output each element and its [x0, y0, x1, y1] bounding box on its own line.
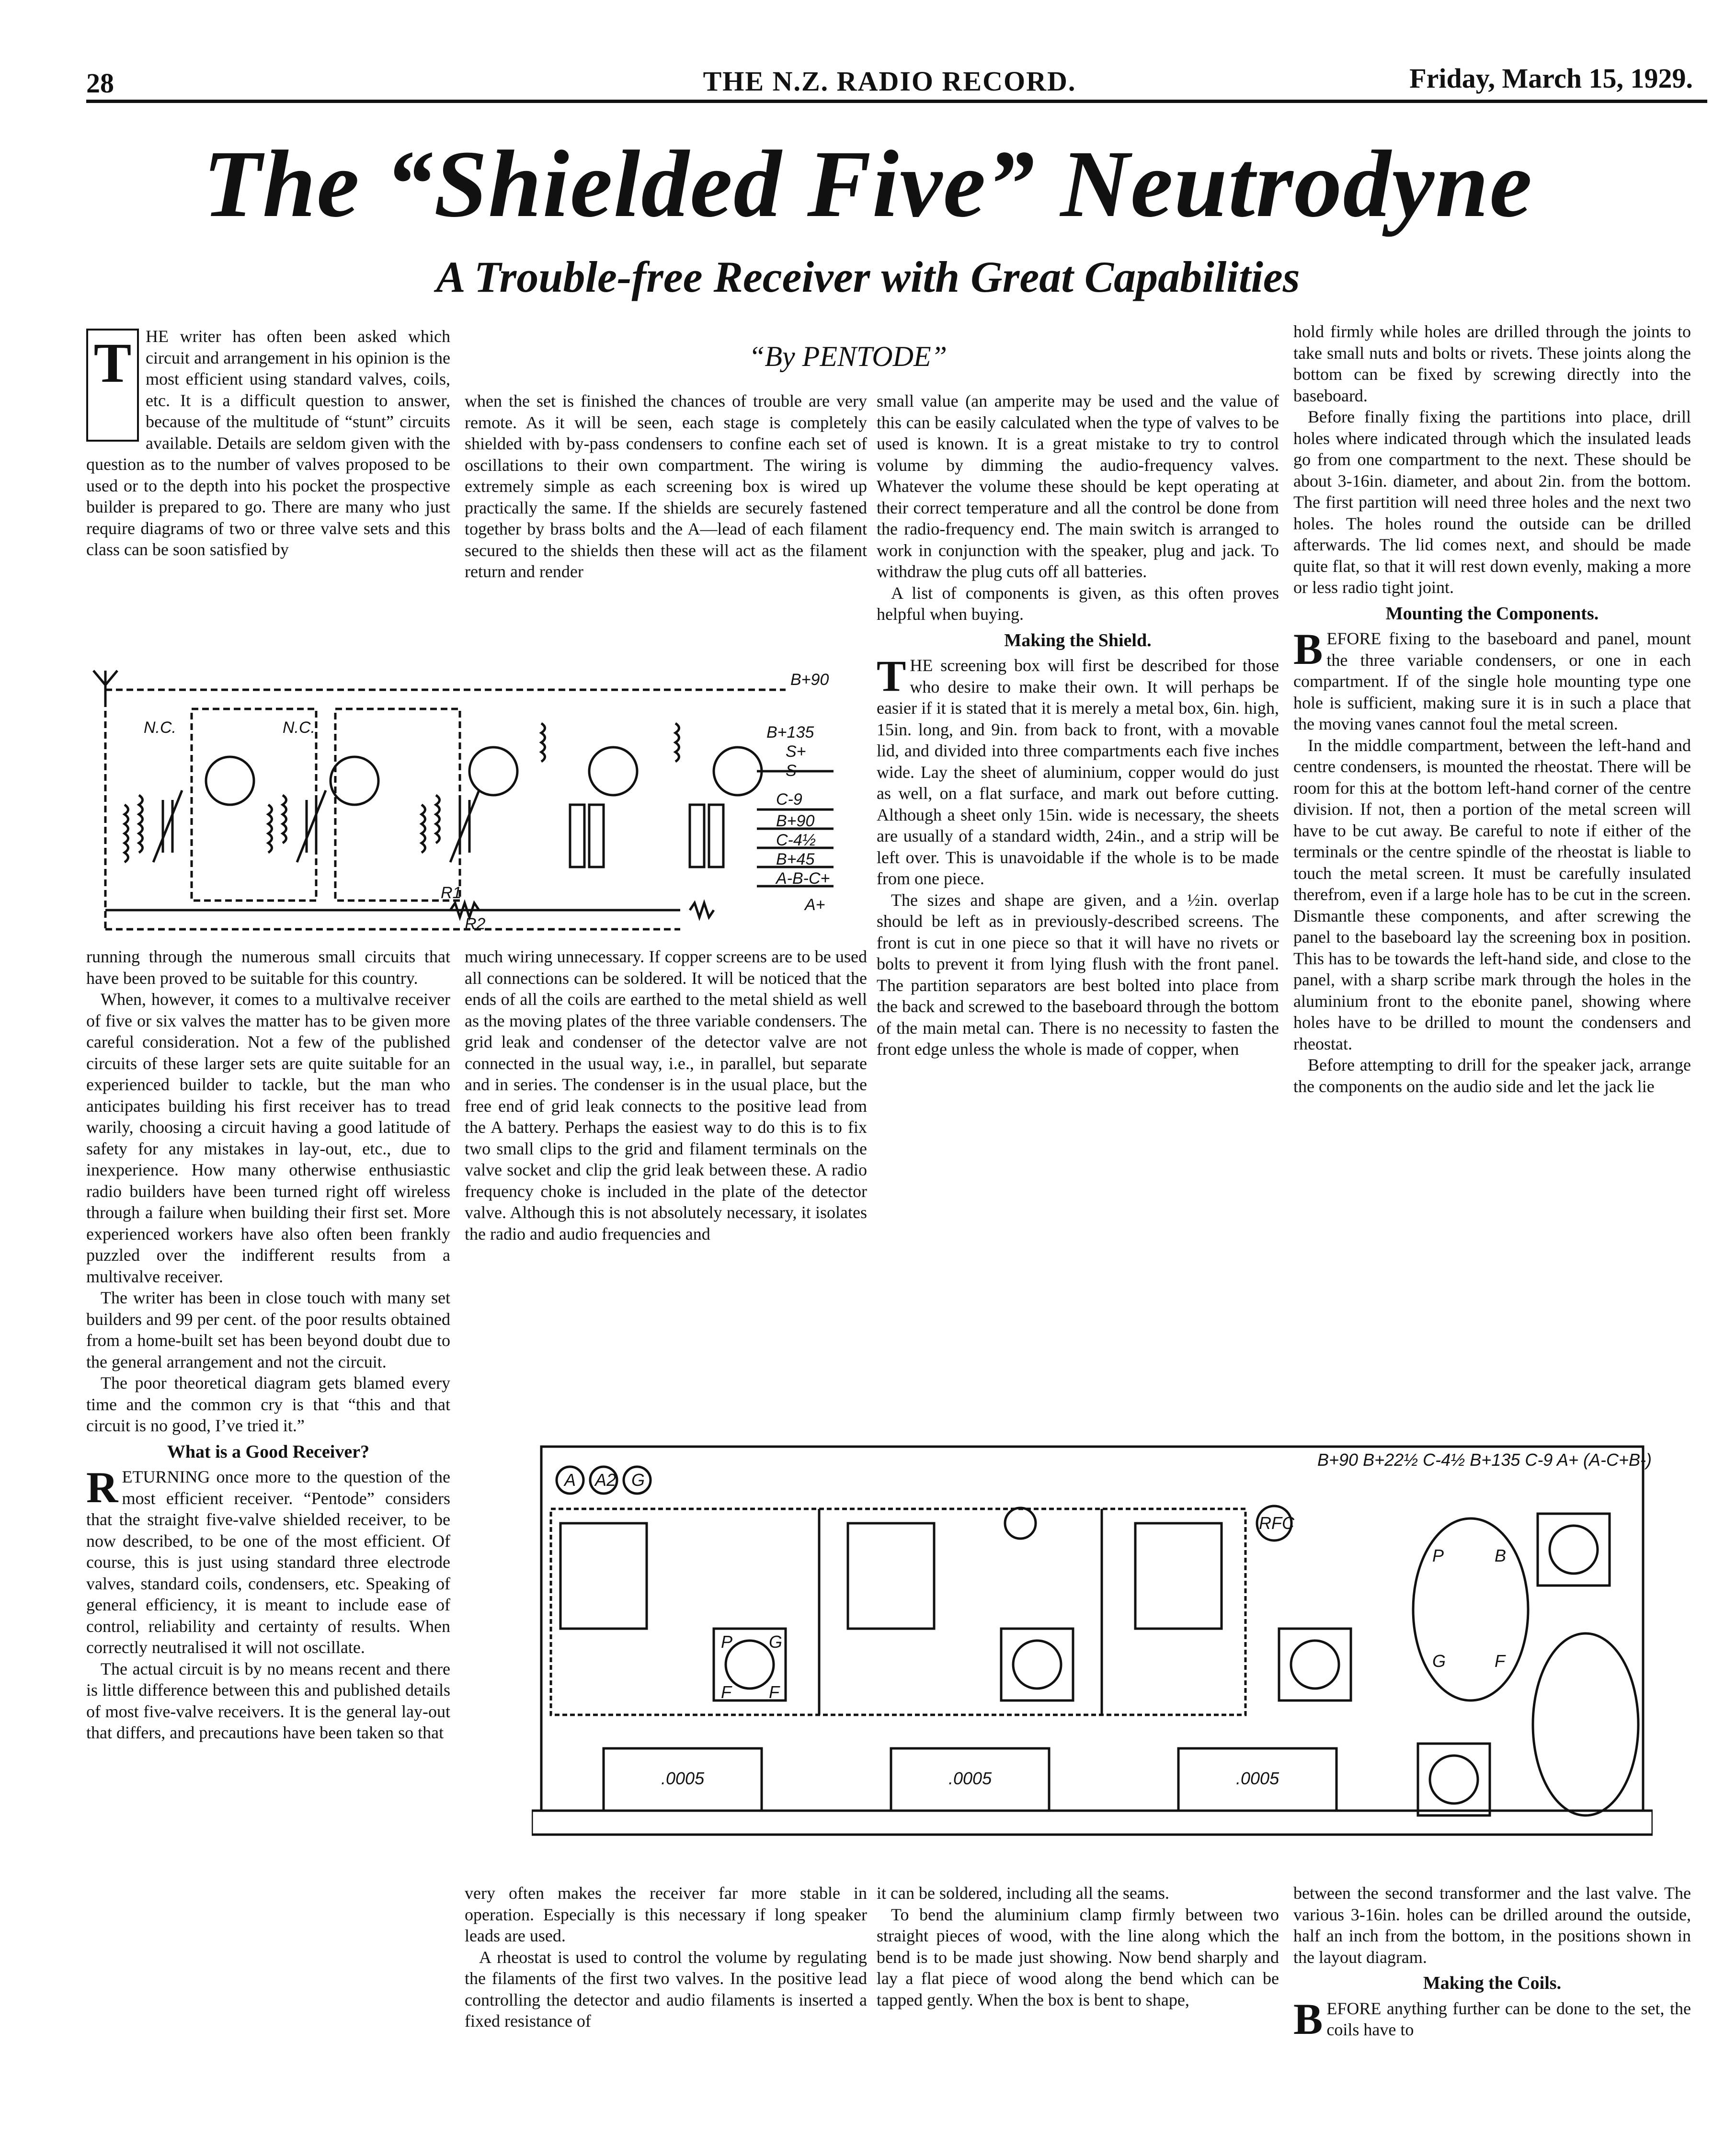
paragraph: To bend the aluminium clamp firmly between two straight pieces of wood, with the line along which the bend is to be made just showing. Now bend sharply and lay a flat piece of wood along the bend which can be tapped gently. When the box is bent to shape,	[877, 1905, 1279, 2009]
socket-pin-label: P	[721, 1632, 733, 1652]
paragraph: BEFORE fixing to the baseboard and panel, mount the three variable condensers, or one in each compartment. If of the single hole mounting type one hole is sufficient, making sure it is in such a place that the moving vanes cannot foul the metal screen.	[1293, 625, 1691, 733]
antenna-icon	[93, 671, 117, 704]
valve-icon	[206, 757, 254, 805]
transformer-pin-label: B	[1495, 1546, 1507, 1565]
valve-socket-icon	[1279, 1629, 1351, 1700]
paragraph: The poor theoretical diagram gets blamed every time and the common cry is that “this and that circuit is no good, I’ve tried it.”	[86, 1373, 450, 1435]
paragraph: hold firmly while holes are drilled through the joints to take small nuts and bolts or rivets. These joints along the bottom can be fixed by screwing directly into the baseboard.	[1293, 322, 1691, 405]
valve-icon	[714, 747, 762, 795]
column-3	[877, 390, 1279, 1060]
socket-pin-label: F	[721, 1682, 731, 1702]
coil-icon	[125, 795, 143, 862]
circuit-label: R1	[441, 884, 462, 902]
valve-socket-icon	[1538, 1514, 1610, 1586]
resistor-icon	[690, 903, 714, 917]
column-2-bottom	[465, 1883, 867, 2032]
valve-icon	[331, 757, 378, 805]
circuit-label: S-	[786, 762, 802, 780]
article-title: The “Shielded Five” Neutrodyne	[203, 131, 1533, 237]
paragraph: The sizes and shape are given, and a ½in. overlap should be left as in previously-described screens. The front is cut in one piece so that it will have no rivets or bolts to prevent it from lying flush with the front panel. The partition separators are best bolted into place from the back and screwed to the baseboard through the bottom of the main metal can. There is no necessity to fasten the front edge unless the whole is made of copper, when	[877, 890, 1279, 1059]
coil-icon	[422, 795, 440, 853]
condenser-label: .0005	[948, 1768, 992, 1788]
column-3-bottom	[877, 1883, 1279, 2010]
section-heading: Making the Shield.	[1004, 630, 1152, 650]
transformer-pin-label: F	[1495, 1651, 1505, 1671]
socket-pin-label: F	[769, 1682, 779, 1702]
paragraph: In the middle compartment, between the left-hand and centre condensers, is mounted the rheostat. There will be room for this at the bottom left-hand corner of the centre division. If not, then a portion of the metal screen will have to be cut away. Be careful to note if either of the terminals or the centre spindle of the rheostat is liable to touch the metal screen. It must be carefully insulated therefrom, even if a large hole has to be cut in the screen. Dismantle these components, and after screwing the panel to the baseboard lay the screening box in position. This has to be towards the left-hand side, and close to the panel, with a sharp scribe mark through the holes in the aluminium front to the ebonite panel, showing where holes have to be drilled to mount the condensers and rheostat.	[1293, 735, 1691, 1053]
coil-icon	[1135, 1523, 1222, 1629]
paragraph: RETURNING once more to the question of the most efficient receiver. “Pentode” considers that the straight five-valve shielded receiver, to be now described, to be one of the most efficient. Of course, this is just using standard three electrode valves, standard coils, condensers, etc. Speaking of general efficiency, it is meant to include ease of control, reliability and certainty of results. When correctly neutralised it will not oscillate.	[86, 1463, 450, 1657]
condenser-label: .0005	[661, 1768, 705, 1788]
paragraph: very often makes the receiver far more stable in operation. Especially is this necessary if long speaker leads are used.	[465, 1883, 867, 1945]
paragraph: Before attempting to drill for the speaker jack, arrange the components on the audio side and let the jack lie	[1293, 1055, 1691, 1096]
drop-cap: T	[86, 329, 139, 442]
valve-socket-icon	[1418, 1744, 1490, 1815]
variable-condenser-icon	[297, 790, 326, 862]
transformer-icon	[1413, 1518, 1528, 1700]
byline: “By PENTODE”	[749, 341, 947, 372]
masthead: THE N.Z. RADIO RECORD.	[703, 66, 1076, 97]
coil-icon	[560, 1523, 647, 1629]
transformer-icon	[570, 805, 604, 867]
valve-icon	[469, 747, 517, 795]
paragraph: When, however, it comes to a multivalve receiver of five or six valves the matter has to be given more careful consideration. Not a few of the published circuits of these larger sets are quite suitable for an experienced builder to tackle, but the man who anticipates building his first receiver has to tread warily, choosing a circuit having a good latitude of safety for any mistakes in lay-out, etc., due to inexperience. How many otherwise enthusiastic radio builders have been turned right off wireless through a failure when building their first set. More experienced workers have also often been frankly puzzled over the indifferent results from a multivalve receiver.	[86, 990, 450, 1286]
paragraph: T HE writer has often been asked which circuit and arrangement in his opinion is the most efficient using standard valves, coils, etc. It is a difficult question to answer, because of the multitude of “stunt” circuits available. Details are seldom given with the question as to the number of valves proposed to be used or to the depth into his pocket the prospective builder is prepared to go. There are many who just require diagrams of two or three valve sets and this class can be soon satisfied by	[86, 327, 450, 559]
coil-icon	[541, 723, 679, 762]
transformer-icon	[1533, 1633, 1638, 1815]
column-1-bottom	[86, 946, 450, 1744]
transformer-icon	[690, 805, 723, 867]
paragraph: A rheostat is used to control the volume by regulating the filaments of the first two valves. In the positive lead controlling the detector and audio filaments is inserted a fixed resistance of	[465, 1947, 867, 2031]
circuit-label: C-4½	[776, 831, 816, 849]
column-2-top	[465, 390, 867, 582]
paragraph: small value (an amperite may be used and the value of this can be easily calculated when the type of valves to be used is known. It is a great mistake to try to control volume by dimming the audio-frequency valves. Whatever the volume these should be kept operating at their correct temperature and all the control be done from the radio-frequency end. The main switch is arranged to work in conjunction with the speaker, plug and jack. To withdraw the plug cuts off all batteries.	[877, 391, 1279, 581]
circuit-label: C-9	[776, 790, 802, 809]
panel-terminal-label: G	[631, 1470, 645, 1490]
panel-terminal-label: A2	[595, 1470, 617, 1490]
socket-pin-label: G	[769, 1632, 783, 1652]
paragraph: when the set is finished the chances of trouble are very remote. As it will be seen, each stage is completely shielded with by-pass condensers to confine each set of oscillations to their own compartment. The wiring is extremely simple as each screening box is wired up practically the same. If the shields are securely fastened together by brass bolts and the A—lead of each filament secured to the shields then these will act as the filament return and render	[465, 391, 867, 581]
paragraph: Before finally fixing the partitions into place, drill holes where indicated through which the insulated leads go from one compartment to the next. These should be about 3-16in. diameter, and about 2in. from the bottom. The first partition will need three holes and the next two holes. The holes round the outside can be drilled afterwards. The lid comes next, and should be made quite flat, so that it will rest down evenly, making a more or less radio tight joint.	[1293, 407, 1691, 597]
paragraph: THE screening box will first be described for those who desire to make their own. It will perhaps be easier if it is stated that it is merely a metal box, 6in. high, 15in. long, and 9in. from back to front, with a movable lid, and divided into three compartments each five inches wide. Lay the sheet of aluminium, copper would do just as well, on a flat surface, and mark out before cutting. Although a sheet only 15in. wide is necessary, the sheets are usually of a standard width, 24in., and a strip will be left over. This is unavoidable if the whole is to be made from one piece.	[877, 651, 1279, 888]
valve-icon	[589, 747, 637, 795]
column-4	[1293, 321, 1691, 1097]
circuit-label: B+135	[766, 723, 814, 742]
circuit-label: N.C.	[283, 719, 315, 737]
coil-icon	[268, 795, 286, 853]
circuit-label: N.C.	[144, 719, 176, 737]
circuit-diagram	[86, 661, 886, 944]
paragraph: The actual circuit is by no means recent and there is little difference between this and published details of most five-valve receivers. It is the general lay-out that differs, and precautions have been taken so that	[86, 1659, 450, 1742]
variable-condenser-icon	[450, 790, 479, 862]
paragraph: BEFORE anything further can be done to the set, the coils have to	[1293, 1994, 1691, 2043]
section-heading: Making the Coils.	[1423, 1973, 1562, 1993]
panel-terminal-label: A	[564, 1470, 576, 1490]
circuit-label: A+	[805, 896, 825, 914]
circuit-label: B+90	[790, 671, 829, 689]
section-heading: Mounting the Components.	[1385, 603, 1599, 624]
circuit-label: R2	[465, 915, 486, 933]
condenser-label: .0005	[1236, 1768, 1279, 1788]
variable-condenser-icon	[153, 790, 182, 862]
choke-label: RFC	[1259, 1513, 1294, 1533]
layout-diagram	[532, 1437, 1653, 1873]
paragraph: it can be soldered, including all the seams.	[877, 1883, 1169, 1903]
valve-socket-icon	[1001, 1629, 1073, 1700]
paragraph: running through the numerous small circuits that have been proved to be suitable for this country.	[86, 947, 450, 988]
section-heading: What is a Good Receiver?	[167, 1441, 370, 1462]
coil-icon	[848, 1523, 934, 1629]
circuit-label: B+90	[776, 812, 815, 830]
column-4-bottom	[1293, 1883, 1691, 2041]
transformer-pin-label: P	[1432, 1546, 1444, 1565]
circuit-label: B+45	[776, 850, 815, 868]
article-subtitle: A Trouble-free Receiver with Great Capabilities	[436, 252, 1300, 301]
circuit-label: S+	[786, 742, 806, 761]
terminal-strip-label: B+90 B+22½ C-4½ B+135 C-9 A+ (A-C+B-)	[1317, 1450, 1652, 1470]
column-2-middle	[465, 946, 867, 1244]
column-1-top	[86, 326, 450, 560]
rheostat-icon	[1005, 1508, 1036, 1539]
page-number: 28	[86, 68, 114, 99]
circuit-label: A-B-C+	[776, 869, 830, 888]
paragraph: much wiring unnecessary. If copper screens are to be used all connections can be soldered. It will be noticed that the ends of all the coils are earthed to the metal shield as well as the moving plates of the three variable condensers. The grid leak and condenser of the detector valve are not connected in the usual way, i.e., in parallel, but separate and in series. The condenser is in the usual place, but the free end of grid leak connects to the positive lead from the A battery. Perhaps the easiest way to do this is to fix two small clips to the grid and filament terminals on the valve socket and clip the grid leak between these. A radio frequency choke is included in the plate of the detector valve. Although this is not absolutely necessary, it isolates the radio and audio frequencies and	[465, 947, 867, 1244]
header-rule	[86, 100, 1707, 103]
paragraph: The writer has been in close touch with many set builders and 99 per cent. of the poor results obtained from a home-built set has been beyond doubt due to the general arrangement and not the circuit.	[86, 1288, 450, 1371]
page-header	[86, 62, 1693, 101]
paragraph: A list of components is given, as this often proves helpful when buying.	[877, 583, 1279, 624]
transformer-pin-label: G	[1432, 1651, 1446, 1671]
issue-date: Friday, March 15, 1929.	[1409, 63, 1693, 94]
paragraph: between the second transformer and the last valve. The various 3-16in. holes can be drilled around the outside, half an inch from the bottom, in the positions shown in the layout diagram.	[1293, 1883, 1691, 1967]
